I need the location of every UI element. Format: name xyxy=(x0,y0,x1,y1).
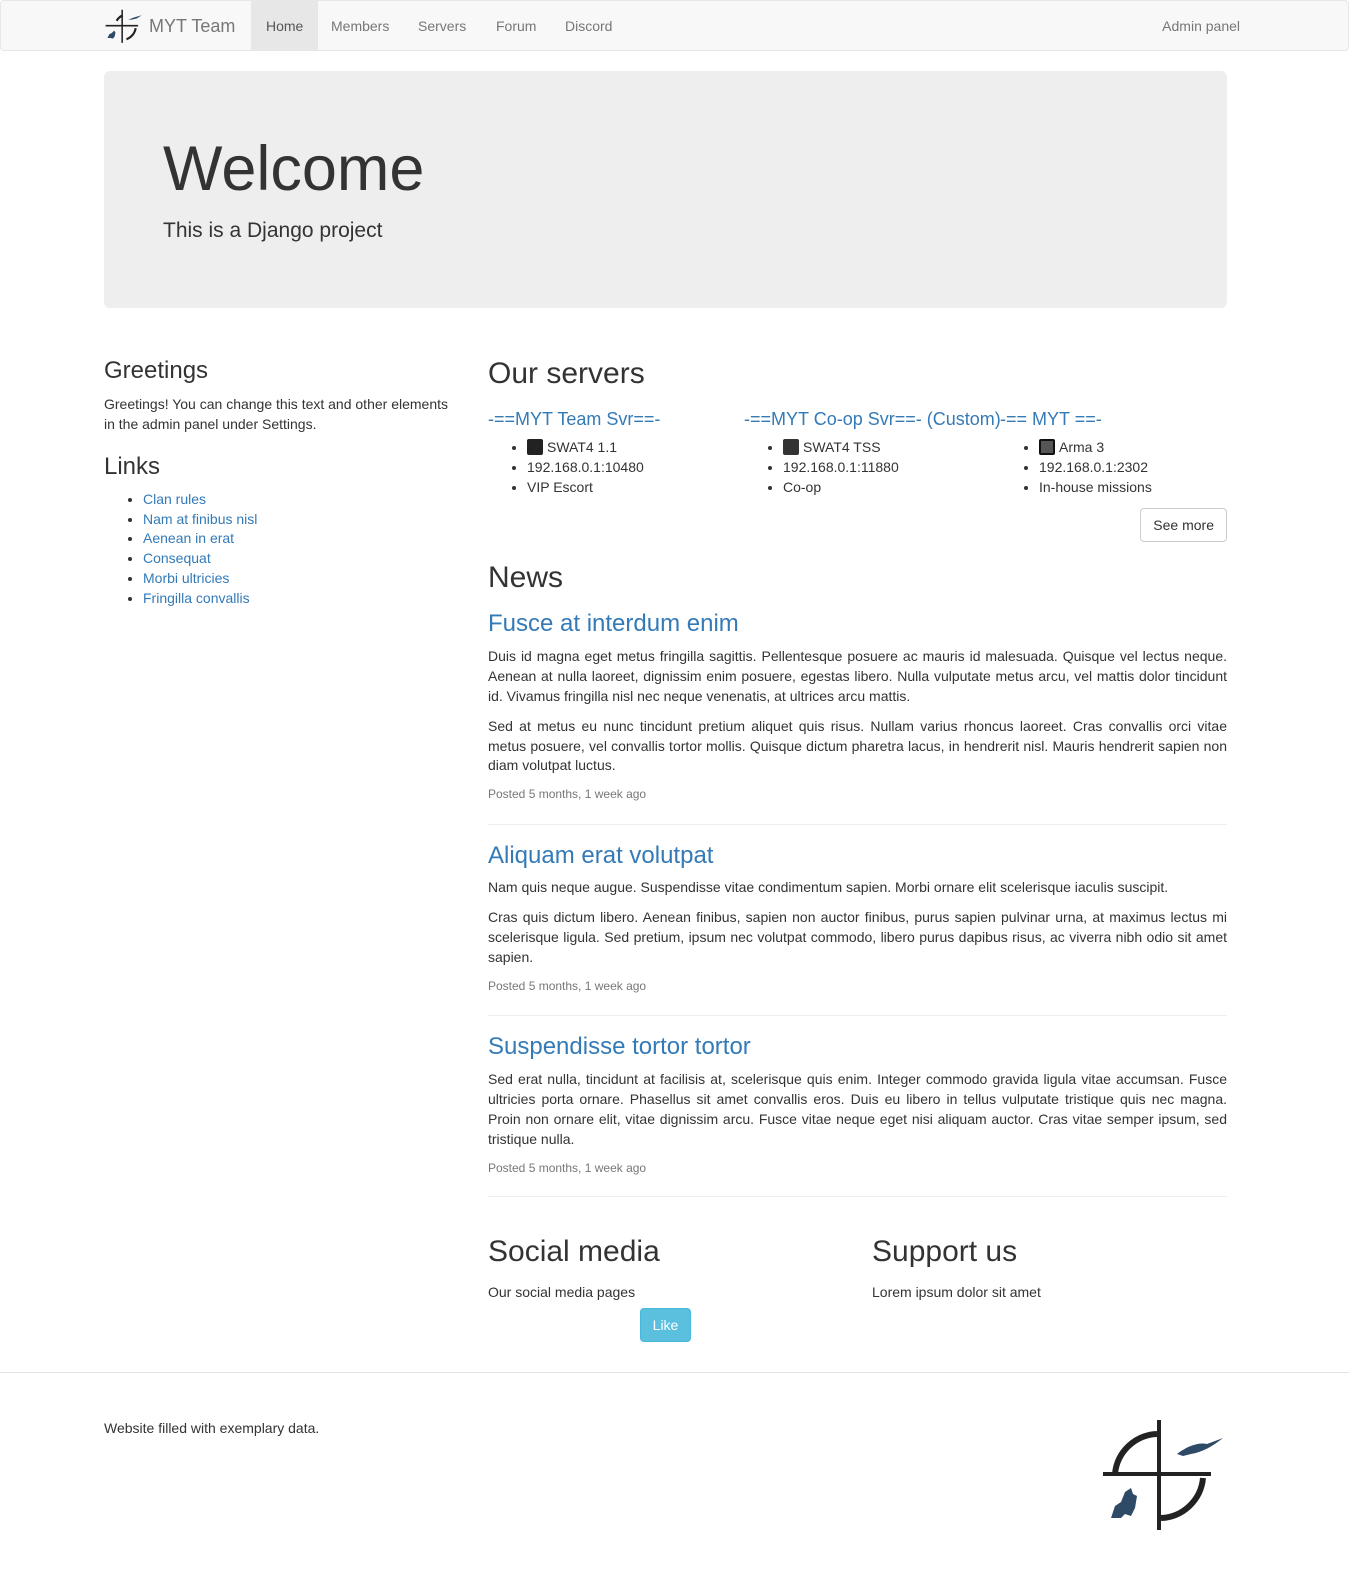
link-morbi-ultricies[interactable]: Morbi ultricies xyxy=(143,569,230,586)
social-media-text: Our social media pages xyxy=(488,1284,636,1300)
nav-members[interactable]: Members xyxy=(331,18,390,34)
news-article xyxy=(488,843,1227,994)
navbar xyxy=(0,0,1349,51)
myt-logo-icon xyxy=(105,7,143,45)
support-heading: Support us xyxy=(872,1235,1018,1268)
server-details xyxy=(744,438,970,497)
link-aenean-in-erat[interactable]: Aenean in erat xyxy=(143,530,235,547)
server-details xyxy=(1000,438,1228,497)
link-item xyxy=(143,529,459,549)
link-item xyxy=(143,490,459,510)
swat4-icon xyxy=(527,439,543,455)
news-posted-date: Posted 5 months, 1 week ago xyxy=(488,787,647,802)
server-address: • 192.168.0.1:11880 xyxy=(783,458,970,478)
server-game: • SWAT4 1.1 xyxy=(527,438,716,458)
news-body xyxy=(488,878,1227,967)
welcome-subtitle: This is a Django project xyxy=(163,219,383,242)
see-more-button[interactable]: See more xyxy=(1140,508,1227,542)
news-posted-date: Posted 5 months, 1 week ago xyxy=(488,978,647,993)
support-section xyxy=(872,1235,1227,1302)
news-body xyxy=(488,1070,1227,1149)
links-list xyxy=(104,490,459,609)
server-card xyxy=(1000,408,1228,497)
greetings-text: Greetings! You can change this text and other elements in the admin panel under Settings. xyxy=(104,396,449,433)
link-nam-at-finibus[interactable]: Nam at finibus nisl xyxy=(143,510,258,527)
arma3-icon xyxy=(1039,439,1055,455)
news-paragraph: Duis id magna eget metus fringilla sagittis. Pellentesque posuere ac mauris id malesuada. Quisque vel lectus neque. Aenean at nulla laoreet, dignissim enim posuere, egestas libero. Nulla vulputate metus arcu, vel mattis dolor tincidunt id. Vivamus fringilla nisl nec neque venenatis, at ultrices arcu mattis. xyxy=(488,648,1227,704)
news-article xyxy=(488,611,1227,802)
nav-forum[interactable]: Forum xyxy=(496,18,537,34)
news-paragraph: Sed at metus eu nunc tincidunt pretium aliquet quis risus. Nullam varius rhoncus laoreet. Cras convallis orci vitae metus posuere, vel convallis tortor mollis. Quisque dictum pharetra lacus, in hendrerit nisl. Mauris hendrerit sapien non diam volutpat luctus. xyxy=(488,717,1227,774)
links-heading: Links xyxy=(104,453,161,481)
link-item xyxy=(143,569,459,589)
server-name[interactable]: -==MYT Co-op Svr==- (Custom) xyxy=(744,409,1001,429)
welcome-title: Welcome xyxy=(163,134,425,204)
server-mode: • VIP Escort xyxy=(527,478,716,498)
news-paragraph: Cras quis dictum libero. Aenean finibus, sapien non auctor finibus, purus sapien pulvinar urna, at maximus lectus mi scelerisque ligula. Sed pretium, ipsum nec volutpat commodo, libero purus dapibus risus, ac viverra nibh odio sit amet sapien. xyxy=(488,909,1227,965)
social-media-section xyxy=(488,1235,843,1333)
link-item xyxy=(143,510,459,530)
server-card xyxy=(744,408,1001,497)
divider xyxy=(488,824,1227,825)
link-item xyxy=(143,589,459,609)
link-fringilla-convallis[interactable]: Fringilla convallis xyxy=(143,589,250,606)
server-mode: • Co-op xyxy=(783,478,970,498)
server-name[interactable]: -== MYT ==- xyxy=(1000,409,1102,429)
server-game: • SWAT4 TSS xyxy=(783,438,970,458)
brand-name: MYT Team xyxy=(149,15,236,36)
footer-divider xyxy=(0,1372,1349,1373)
server-address: • 192.168.0.1:2302 xyxy=(1039,458,1228,478)
servers-heading: Our servers xyxy=(488,357,645,390)
myt-footer-logo-icon xyxy=(1103,1418,1227,1532)
divider xyxy=(488,1015,1227,1016)
link-item xyxy=(143,549,459,569)
news-body xyxy=(488,647,1227,776)
support-text: Lorem ipsum dolor sit amet xyxy=(872,1284,1041,1300)
server-card xyxy=(488,408,716,497)
brand-link[interactable] xyxy=(105,7,235,45)
news-heading: News xyxy=(488,561,564,594)
admin-panel-link[interactable]: Admin panel xyxy=(1162,18,1240,34)
server-game: • Arma 3 xyxy=(1039,438,1228,458)
server-name[interactable]: -==MYT Team Svr==- xyxy=(488,409,661,429)
sidebar xyxy=(104,355,459,609)
nav-servers[interactable]: Servers xyxy=(418,18,467,34)
greetings-heading: Greetings xyxy=(104,357,209,384)
news-article xyxy=(488,1034,1227,1176)
social-media-heading: Social media xyxy=(488,1235,660,1268)
news-title[interactable]: Suspendisse tortor tortor xyxy=(488,1033,751,1060)
news-paragraph: Sed erat nulla, tincidunt at facilisis at, scelerisque quis enim. Integer commodo gravida ligula vitae accumsan. Fusce ultricies porta ornare. Phasellus sit amet convallis eros. Duis eu libero in tellus vulputate tristique quis nec magna. Proin non ornare elit, vitae dignissim arcu. Fusce vitae neque eget nisi aliquam auctor. Cras vitae semper ipsum, sed tristique nulla. xyxy=(488,1071,1227,1147)
divider xyxy=(488,1196,1227,1197)
news-paragraph: Nam quis neque augue. Suspendisse vitae condimentum sapien. Morbi ornare elit scelerisque iaculis suscipit. xyxy=(488,879,1169,896)
news-title[interactable]: Aliquam erat volutpat xyxy=(488,842,714,869)
server-details xyxy=(488,438,716,497)
news-title[interactable]: Fusce at interdum enim xyxy=(488,610,739,637)
server-address: • 192.168.0.1:10480 xyxy=(527,458,716,478)
swat4-tss-icon xyxy=(783,439,799,455)
server-mode: • In-house missions xyxy=(1039,478,1228,498)
link-consequat[interactable]: Consequat xyxy=(143,550,211,567)
footer-text: Website filled with exemplary data. xyxy=(104,1420,320,1436)
nav-discord[interactable]: Discord xyxy=(565,18,613,34)
jumbotron xyxy=(104,71,1227,308)
news-posted-date: Posted 5 months, 1 week ago xyxy=(488,1160,647,1175)
nav-home[interactable]: Home xyxy=(251,1,318,51)
link-clan-rules[interactable]: Clan rules xyxy=(143,490,207,507)
like-button[interactable]: Like xyxy=(640,1308,691,1342)
